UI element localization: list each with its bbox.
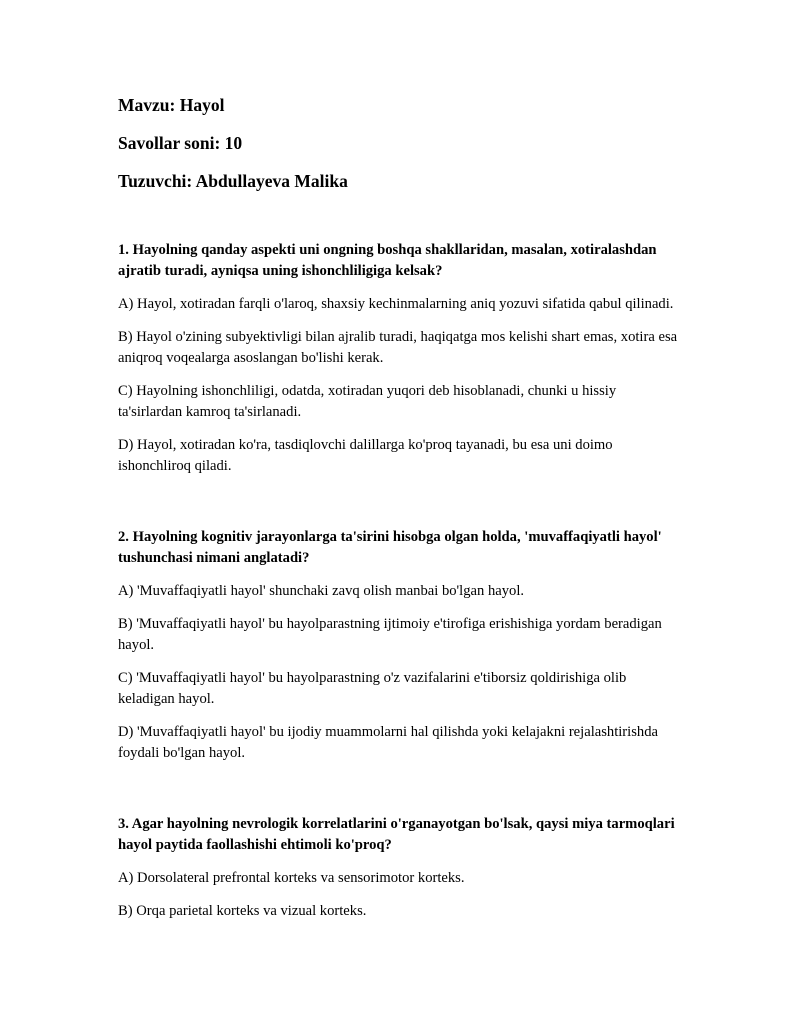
option-a: A) Hayol, xotiradan farqli o'laroq, shaxsiy kechinmalarning aniq yozuvi sifatida qabul qilinadi. <box>118 296 674 312</box>
question-block-1 <box>118 240 678 477</box>
option-c: C) Hayolning ishonchliligi, odatda, xotiradan yuqori deb hisoblanadi, chunki u hissiy ta'sirlardan kamroq ta'sirlanadi. <box>118 383 617 420</box>
question-text: 2. Hayolning kognitiv jarayonlarga ta'sirini hisobga olgan holda, 'muvaffaqiyatli hayol' tushunchasi nimani anglatadi? <box>118 529 662 566</box>
option-a: A) 'Muvaffaqiyatli hayol' shunchaki zavq olish manbai bo'lgan hayol. <box>118 583 525 599</box>
topic-heading: Mavzu: Hayol <box>118 95 225 115</box>
option-d: D) Hayol, xotiradan ko'ra, tasdiqlovchi dalillarga ko'proq tayanadi, bu esa uni doimo ishonchliroq qiladi. <box>118 437 613 474</box>
question-text: 3. Agar hayolning nevrologik korrelatlarini o'rganayotgan bo'lsak, qaysi miya tarmoqlari hayol paytida faollashishi ehtimoli ko'proq? <box>118 816 675 853</box>
author-heading: Tuzuvchi: Abdullayeva Malika <box>118 171 348 191</box>
option-b: B) Orqa parietal korteks va vizual korteks. <box>118 903 367 919</box>
question-count-heading: Savollar soni: 10 <box>118 133 243 153</box>
option-c: C) 'Muvaffaqiyatli hayol' bu hayolparastning o'z vazifalarini e'tiborsiz qoldirishiga olib keladigan hayol. <box>118 670 627 707</box>
option-b: B) 'Muvaffaqiyatli hayol' bu hayolparastning ijtimoiy e'tirofiga erishishiga yordam beradigan hayol. <box>118 616 662 653</box>
option-d: D) 'Muvaffaqiyatli hayol' bu ijodiy muammolarni hal qilishda yoki kelajakni rejalashtirishda foydali bo'lgan hayol. <box>118 724 658 761</box>
option-a: A) Dorsolateral prefrontal korteks va sensorimotor korteks. <box>118 870 465 886</box>
question-block-2 <box>118 527 678 764</box>
question-block-3 <box>118 814 678 922</box>
document-page <box>118 94 678 972</box>
option-b: B) Hayol o'zining subyektivligi bilan ajralib turadi, haqiqatga mos kelishi shart emas, xotira esa aniqroq voqealarga asoslangan bo'lishi kerak. <box>118 329 678 366</box>
question-text: 1. Hayolning qanday aspekti uni ongning boshqa shakllaridan, masalan, xotiralashdan ajratib turadi, ayniqsa uning ishonchliligiga kelsak? <box>118 242 657 279</box>
